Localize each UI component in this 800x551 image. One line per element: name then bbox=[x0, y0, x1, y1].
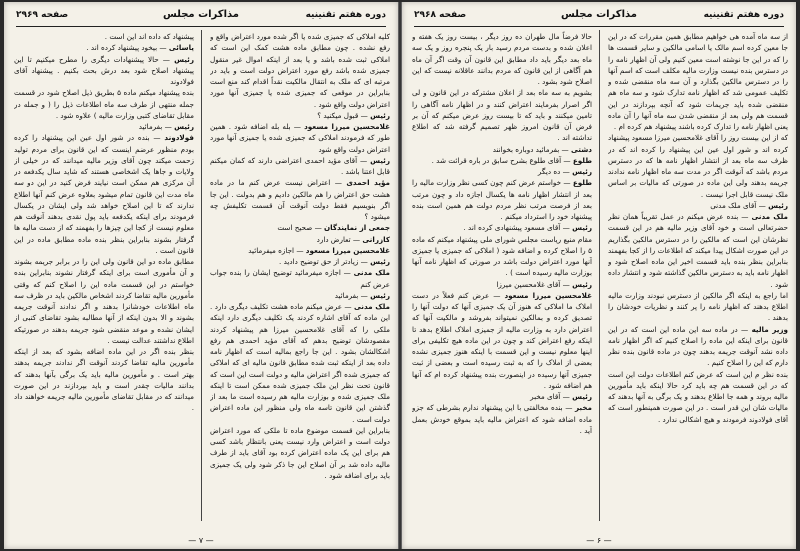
speaker-name: رئیس bbox=[572, 392, 592, 401]
paragraph-text: بنده پیشنهاد میکنم ماده ۵ بطریق ذیل اصلاح شود در قسمت جمله منتهی از طرف سه ماه اطلاعات ذیل را ( و جمله در مقابل تقاضای کتبی وزارت مالیه ) علاوه شود . bbox=[14, 88, 194, 120]
left-page bbox=[4, 2, 398, 549]
paragraph-text: کلیه املاکی که جمیزی شده یا اگر شده مورد اعتراض واقع و رفع نشده . چون مطابق ماده هشت کمک این است که املاکی ثبت شده باشد و یا بعد از اینکه اموال غیر منقول جمیزی شده باشد رفع مورد اعتراض دولت است و باید در مرتبه ای که ملک به انتقال مالکیت نقداً اقدام کند منع است بنابراین در موقعی که جمیزی شده یا جمیزی آنها مورد اعتراض دولت واقع شود . bbox=[210, 32, 390, 109]
paragraph: غلامحسین میرزا مسعود — عرض کنم فعلاً در دست املاک ما املاکی که هنوز آن یک جمیزی آنها که دولت آنها را تصدیق کرده و بمالکین نمیتواند بفروشد و مالکیت آنها که اعتراض دارد به وزارت مالیه از جمیزی املاک اطلاع بدهد تا اینکه رفع اعتراض کند و چون در این ماده هیچ تکلیفی برای اینها معلوم نیست و این قسمت با اینکه هنوز جمیزی نشده بعضی از املاک را که به ثبت رسیده است و بعضی از ثبت جمیزی آنها رسیده در اینصورت بنده پیشنهاد کرده ام که آنها هم اضافه شود . bbox=[412, 290, 592, 390]
paragraph bbox=[412, 87, 592, 143]
paragraph bbox=[608, 132, 788, 200]
speaker-name: رئیس bbox=[370, 257, 390, 266]
paragraph-text: بشویم به سه ماه بعد از اعلان مشترکه در این قانون و لی اگر اصرار بفرمایند اعتراض کنند و در اظهار نامه آگاهی را تامین میکنند و باید که تا بیست روز عرض میکنم که آن بر فرض آن قانون امروز ظهر تصمیم گرفته شد که اطلاع نداشته اند . bbox=[412, 88, 592, 143]
paragraph-text: بیخود پیشنهاد کرده اند . bbox=[86, 43, 158, 53]
paragraph: رئیس — آقای مسعود پیشنهادی کرده اند . bbox=[463, 223, 592, 233]
paragraph-text: بفرمائید bbox=[138, 122, 163, 131]
speaker-name: غلامحسین میرزا مسعود bbox=[304, 122, 390, 131]
speaker-name: جمعی از نمایندگان bbox=[324, 223, 390, 233]
left-page-number: صفحه ۲۹۶۹ bbox=[16, 10, 69, 20]
left-page-column-right bbox=[210, 31, 390, 525]
speaker-name: غلامحسین میرزا مسعود bbox=[504, 290, 592, 300]
paragraph-text: آقای مخبر bbox=[530, 392, 561, 401]
paragraph-text: بله بله اضافه شود . همین طور که فرمودند املاکی که جمیزی شده یا جمیزی آنها مورد اعتراض دولت واقع شود bbox=[210, 122, 390, 154]
paragraph bbox=[412, 31, 592, 87]
paragraph: رئیس — حالا پیشنهادات دیگری را مطرح میکنیم تا این پیشنهاد اصلاح شود بعد درش بحث بکنیم . پیشنهاد آقای فولادوند bbox=[14, 54, 194, 86]
paragraph-text: آقای طلوع بشرح سابق در باره قرائت شد . bbox=[431, 155, 562, 165]
paragraph: ملک مدنی — عرض میکنم ماده هشت تکلیف دیگری دارد . این ماده که آقای اشاره کردند یک تکلیف دیگری دارد اینکه ملکی را که آقای غلامحسین میرزا هم پیشنهاد کردند مقصودشان توضیح بدهم که آقای مؤید احمدی هم رفع اشکالشان بشود . این جا راجع بمالیه است که اظهار نامه داده بعد از اینکه ثبت شده مطابق قانون مالیه ای که املاکی که جمیزی شده اگر اعتراض مالیه و دولت است این است که قانون تحت نظر این ملک جمیزی شده ممکن است تا اینکه ملک جمیزی شده و بوزارت مالیه هم رسیده است ما بعد از گذشتن این قانون تاسه ماه ولی منظور این ماده اعتراض دولت است . bbox=[210, 302, 390, 424]
speaker-name: یاسائی bbox=[168, 43, 194, 53]
paragraph: رئیس — آقای ملک مدنی bbox=[710, 200, 788, 210]
paragraph-text: حالا فرضاً مال طهران ده روز دیگر ، بیست روز یک هفته و اعلان شده و بدست مردم رسید بار یک پنجره روز و یک سه ماه بعد دیگر باید داد مطابق این قانون آن وقت اگر آن ماه هم آگاهی از این قانون که مردم بدانند عاقلانه نیست که این اصلاح شود بشود . bbox=[412, 32, 592, 86]
left-page-header bbox=[16, 8, 386, 24]
speaker-name: رئیس bbox=[370, 290, 390, 300]
speaker-name: رئیس bbox=[768, 200, 788, 210]
speaker-name: کازرانی bbox=[362, 234, 390, 244]
paragraph-text: بنده عرض میکنم در عمل تقریباً همان نظر حضرتعالی است و خود آقای وزیر مالیه هم در این قسمت نظرشان این است که مالکین را در دسترس مالکین بگذاریم در این صورت اشکال پیدا میکند که اطلاعات را از کجا بفهمند بنابراین بنظر بنده باید قسمت اخیر این ماده اصلاح شود و اظهار نامه باید به دسترس مالکین گذاشته شود و انتشار داده شود . bbox=[608, 212, 788, 289]
paragraph-text: اما راجع به اینکه اگر مالکین از دسترس نبودند وزارت مالیه اطلاع بدهند که اظهار نامه را پر کنند و نظریات خودشان را بدهند . bbox=[608, 290, 788, 323]
paragraph-text: ده دیگر bbox=[537, 167, 561, 176]
paragraph: رئیس — ده دیگر bbox=[537, 167, 592, 176]
paragraph: رئیس — آقای غلامحسین میرزا bbox=[496, 279, 592, 289]
left-page-session: دوره هفتم تقنینیه bbox=[305, 10, 386, 20]
speaker-name: رئیس bbox=[174, 122, 194, 131]
paragraph-text: اجازه میفرمائید توضیح ایشان را بنده جواب عرض کنم bbox=[210, 268, 390, 289]
speaker-name: مخبر bbox=[574, 403, 592, 413]
paragraph-text: آقای ملک مدنی bbox=[710, 200, 757, 210]
paragraph bbox=[608, 290, 788, 324]
paragraph: وزیر مالیه — در ماده سه این ماده این است که در این قانون برای اینکه این ماده را اصلاح کنیم که اگر اظهار نامه داده نشد آنوقت جریمه بدهند چون در ماده قانون بنده نظر دارم که این را اصلاح کنیم . bbox=[608, 324, 788, 368]
speaker-name: رئیس bbox=[572, 279, 592, 289]
left-header-rule bbox=[16, 26, 386, 27]
paragraph bbox=[14, 346, 194, 414]
paragraph-text: مقام منیع ریاست مجلس شورای ملی پیشنهاد میکنم که ماده ۵ را اصلاح کرده و اضافه شود ( املاکی که جمیزی یا جمیزی آنها مورد اعتراض دولت باشد در صورتی که اظهار نامه آنها بوزارت مالیه رسیده است ) . bbox=[412, 234, 592, 278]
paragraph-text: که از این بیست روز را آقای غلامحسین میرزا مسعود پیشنهاد کرده اند و شور اول عین این پیشنهاد را کرده اند که در ظرف سه ماه بعد از انتشار اظهار نامه ها که در دسترس مردم باشد که آنوقت اگر در مدت سه ماه اظهار نامه ندادند جریمه بدهند ولی این ماده در صورتی که مالیات بر اساس ملک نیست قابل اجرا نیست . bbox=[608, 133, 788, 199]
speaker-name: مؤید احمدی bbox=[346, 178, 390, 188]
paragraph-text: عرض میکنم ماده هشت تکلیف دیگری دارد . این ماده که آقای اشاره کردند یک تکلیف دیگری دارد اینکه ملکی را که آقای غلامحسین میرزا هم پیشنهاد کردند مقصودشان توضیح بدهم که آقای مؤید احمدی هم رفع اشکالشان بشود . این جا راجع بمالیه است که اظهار نامه داده بعد از اینکه ثبت شده مطابق قانون مالیه ای که املاکی که جمیزی شده اگر اعتراض مالیه و دولت است این است که قانون تحت نظر این ملک جمیزی شده ممکن است تا اینکه ملک جمیزی شده و بوزارت مالیه هم رسیده است ما بعد از گذشتن این قانون تاسه ماه ولی منظور این ماده اعتراض دولت است . bbox=[210, 302, 390, 424]
paragraph-text: قبول میکنید ؟ bbox=[317, 110, 359, 120]
paragraph: جمعی از نمایندگان — صحیح است bbox=[277, 223, 390, 233]
paragraph: کازرانی — تعارض دارد bbox=[316, 234, 390, 244]
paragraph-text: از سه ماه آمده هی خواهیم مطابق همین مقررات که در این جا معین کرده اسم مالک یا اسامی مالکین و سایر قسمت ها را که در این جا نوشته است معین کنیم ولی آن اظهار نامه را در دسترس بنده نیست وزارت مالیه مکلف است که اسم آنها را در دسترس مالکین بگذارد و آن سه ماه منقضی شده و تکلیف عمومی شد که اظهار نامه تدارک شود و سه ماه هم منقضی شده باید جریمات شود که آنچه بپردازند در این قسمت هم ولی بعد از منقضی شدن سه ماه آنها را آن ماده یعنی اظهار نامه را تدارک کرده باشند پیشنهاد هم کرده ام . bbox=[608, 32, 788, 131]
paragraph bbox=[210, 31, 390, 110]
paragraph: رئیس — آقای مخبر bbox=[530, 392, 592, 401]
paragraph: طلوع — آقای طلوع بشرح سابق در باره قرائت شد . bbox=[431, 155, 592, 165]
speaker-name: رئیس bbox=[370, 110, 390, 120]
paragraph-text: بنابراین این قسمت موضوع ماده تا ملکی که مورد اعتراض دولت است و اعتراض وارد نیست یعنی بانتظار باشد کسی هم برای این یک ماده اعتراض کرده بود آقای باید از طرف مالیه داده شد بر آن اصلاح این جا ذکر شود ولی یک جمیزی باید برای اضافه شود . bbox=[210, 425, 390, 480]
paragraph: فولادوند — بنده در شور اول عین این پیشنهاد را کرده بودم منظور عرضم اینست که این قانون برای مردم تولید زحمت میکند چون آقای وزیر مالیه میدانند که در خیلی از ولایات و جاها یک اشخاصی هستند که شاید سال یکدفعه در آن مرکزی هم ممکن است نیایند فرض کنید در این دو سه ماه مدت این قانون تمام میشود بعلاوه عرض کنم آنها اطلاع ندارند که تا این اصلاح خواهد شد ولی ایشان در یکسال فرمودند برای اینکه یکدفعه باید پول نقدی بدهند آنوقت هم معلوم نیست از کجا این چیزها را بفهمند که از دست مالیه ها گرفتار بشوند بنابراین بنظر بنده ماده مطابق ماده در این قانون است . bbox=[14, 133, 194, 255]
right-page-footer: — ۶ — bbox=[586, 536, 612, 545]
paragraph bbox=[608, 369, 788, 425]
paragraph-text: زیادتر از حق توضیح دادید . bbox=[279, 257, 359, 266]
paragraph-text: اعتراض نیست عرض کنم ما در ماده هشت حق اعتراض را هم مالکین دادیم و هم بدولت . این جا اگر بنویسیم فقط دولت آنوقت آن قسمت تکلیفش چه میشود ؟ bbox=[210, 178, 390, 221]
paragraph bbox=[14, 256, 194, 346]
paragraph-text: بنظر بنده اگر در این ماده اضافه بشود که بعد از اینکه مأمورین مالیه تقاضا کردند آنوقت اگر ندادند جریمه بدهند بهتر است . و مأمورین مالیه باید یک برگی بآنها بدهند که بدانند مالیات چقدر است و باید بپردازند در این صورت میدانند که در مقابل تقاضای مأمورین مالیه جریمه خواهند داد . bbox=[14, 347, 194, 413]
left-page-footer: — ۷ — bbox=[188, 536, 214, 545]
right-header-rule bbox=[414, 26, 784, 27]
speaker-name: فولادوند bbox=[164, 133, 194, 143]
speaker-name: رئیس bbox=[572, 167, 592, 176]
paragraph: طلوع — خواستم عرض کنم چون کسی نظر وزارت مالیه را بعد از انتشار اظهار نامه ها یکسال اجازه داد و چون مرتب بعد از فرصت مرتب نظر مردم دولت هم همین است بنده پیشنهاد خود را استرداد میکنم . bbox=[412, 178, 592, 221]
right-page-session: دوره هفتم تقنینیه bbox=[703, 10, 784, 20]
paragraph-text: پیشنهاد که داده اند این است . bbox=[104, 32, 194, 41]
speaker-name: رئیس bbox=[572, 223, 592, 233]
right-column-divider bbox=[599, 30, 600, 521]
paragraph bbox=[14, 31, 194, 42]
paragraph: رئیس — بفرمائید bbox=[334, 290, 390, 300]
paragraph: غلامحسین میرزا مسعود — بله بله اضافه شود . همین طور که فرمودند املاکی که جمیزی شده یا جمیزی آنها مورد اعتراض دولت واقع شود bbox=[210, 122, 390, 154]
speaker-name: رئیس bbox=[174, 54, 194, 64]
paragraph: رئیس — زیادتر از حق توضیح دادید . bbox=[279, 257, 390, 266]
paragraph-text: اجازه میفرمائید bbox=[248, 245, 295, 255]
paragraph-text: حالا پیشنهادات دیگری را مطرح میکنیم تا این پیشنهاد اصلاح شود بعد درش بحث بکنیم . پیشنهاد آقای فولادوند bbox=[14, 54, 194, 86]
paragraph: دشتی — بفرمائید دوباره بخوانند bbox=[492, 144, 592, 154]
book-spread bbox=[4, 2, 796, 549]
paragraph: مخبر — بنده مخالفتی با این پیشنهاد ندارم بشرطی که جزو ماده اضافه شود که اعتراض مالیه باید بموقع خودش بعمل آید . bbox=[412, 403, 592, 435]
paragraph: رئیس — قبول میکنید ؟ bbox=[317, 110, 390, 120]
speaker-name: رئیس bbox=[370, 155, 390, 165]
paragraph-text: خواستم عرض کنم چون کسی نظر وزارت مالیه را بعد از انتشار اظهار نامه ها یکسال اجازه داد و چون مرتب بعد از فرصت مرتب نظر مردم دولت هم همین است بنده پیشنهاد خود را استرداد میکنم . bbox=[412, 178, 592, 221]
speaker-name: طلوع bbox=[572, 178, 592, 188]
speaker-name: ملک مدنی bbox=[353, 268, 390, 278]
paragraph-text: بنده نظر م این است که عرض کنم اطلاعات دولت این است که در این قسمت هم چه باید کرد حالا اینکه باید مأمورین مالیه بروند و همه جا اطلاع بدهند و یک برگی به آنها بدهند که مالیات شان این قدر است . در این صورت همینطور است که آقای فولادوند فرمودند و هیچ اشکالی ندارد . bbox=[608, 369, 788, 424]
left-column-divider bbox=[201, 30, 202, 521]
paragraph bbox=[608, 31, 788, 132]
right-page-column-right bbox=[608, 31, 788, 525]
paragraph: مؤید احمدی — اعتراض نیست عرض کنم ما در ماده هشت حق اعتراض را هم مالکین دادیم و هم بدولت . این جا اگر بنویسیم فقط دولت آنوقت آن قسمت تکلیفش چه میشود ؟ bbox=[210, 178, 390, 221]
paragraph-text: آقای مؤید احمدی اعتراضی دارند که کمان میکنم قابل اعتنا باشد . bbox=[210, 155, 390, 176]
speaker-name: غلامحسین میرزا مسعود bbox=[305, 245, 390, 255]
paragraph-text: بنده مخالفتی با این پیشنهاد ندارم بشرطی که جزو ماده اضافه شود که اعتراض مالیه باید بموقع خودش بعمل آید . bbox=[412, 403, 592, 435]
paragraph: یاسائی — بیخود پیشنهاد کرده اند . bbox=[86, 43, 194, 53]
paragraph: غلامحسین میرزا مسعود — اجازه میفرمائید bbox=[248, 245, 390, 255]
left-page-title: مذاکرات مجلس bbox=[162, 9, 239, 20]
speaker-name: ملک مدنی bbox=[751, 212, 788, 221]
paragraph: ملک مدنی — بنده عرض میکنم در عمل تقریباً همان نظر حضرتعالی است و خود آقای وزیر مالیه هم در این قسمت نظرشان این است که مالکین را در دسترس مالکین بگذاریم در این صورت اشکال پیدا میکند که اطلاعات را از کجا بفهمند بنابراین بنظر بنده باید قسمت اخیر این ماده اصلاح شود و اظهار نامه باید به دسترس مالکین گذاشته شود و انتشار داده شود . bbox=[608, 212, 788, 289]
paragraph: رئیس — بفرمائید bbox=[138, 122, 194, 131]
paragraph-text: بفرمائید bbox=[334, 290, 359, 300]
paragraph-text: آقای غلامحسین میرزا bbox=[496, 279, 561, 289]
right-page-column-left bbox=[412, 31, 592, 525]
paragraph-text: در ماده سه این ماده این است که در این قانون برای اینکه این ماده را اصلاح کنیم که اگر اظهار نامه داده نشد آنوقت جریمه بدهند چون در ماده قانون بنده نظر دارم که این را اصلاح کنیم . bbox=[608, 324, 788, 368]
paragraph-text: صحیح است bbox=[277, 223, 313, 233]
right-page-header bbox=[414, 8, 784, 24]
paragraph: ملک مدنی — اجازه میفرمائید توضیح ایشان را بنده جواب عرض کنم bbox=[210, 268, 390, 289]
speaker-name: وزیر مالیه bbox=[751, 324, 788, 334]
paragraph: رئیس — آقای مؤید احمدی اعتراضی دارند که کمان میکنم قابل اعتنا باشد . bbox=[210, 155, 390, 176]
speaker-name: دشتی bbox=[571, 144, 592, 154]
speaker-name: ملک مدنی bbox=[354, 302, 390, 311]
paragraph-text: بنده در شور اول عین این پیشنهاد را کرده بودم منظور عرضم اینست که این قانون برای مردم تولید زحمت میکند چون آقای وزیر مالیه میدانند که در خیلی از ولایات و جاها یک اشخاصی هستند که شاید سال یکدفعه در آن مرکزی هم ممکن است نیایند فرض کنید در این دو سه ماه مدت این قانون تمام میشود بعلاوه عرض کنم آنها اطلاع ندارند که تا این اصلاح خواهد شد ولی ایشان در یکسال فرمودند برای اینکه یکدفعه باید پول نقدی بدهند آنوقت هم معلوم نیست از کجا این چیزها را بفهمند که از دست مالیه ها گرفتار بشوند بنابراین بنظر بنده ماده مطابق ماده در این قانون است . bbox=[14, 133, 194, 255]
right-page bbox=[402, 2, 796, 549]
paragraph bbox=[14, 87, 194, 121]
left-page-column-left bbox=[14, 31, 194, 525]
paragraph-text: عرض کنم فعلاً در دست املاک ما املاکی که هنوز آن یک جمیزی آنها که دولت آنها را تصدیق کرده و بمالکین نمیتواند بفروشد و مالکیت آنها که اعتراض دارد به وزارت مالیه از جمیزی املاک اطلاع بدهد تا اینکه رفع اعتراض کند و چون در این ماده هیچ تکلیفی برای اینها معلوم نیست و این قسمت با اینکه هنوز جمیزی نشده بعضی از املاک را که به ثبت رسیده است و بعضی از ثبت جمیزی آنها رسیده در اینصورت بنده پیشنهاد کرده ام که آنها هم اضافه شود . bbox=[412, 290, 592, 390]
paragraph bbox=[412, 234, 592, 279]
right-page-number: صفحه ۲۹۶۸ bbox=[414, 10, 467, 20]
right-page-title: مذاکرات مجلس bbox=[560, 9, 637, 20]
paragraph-text: آقای مسعود پیشنهادی کرده اند . bbox=[463, 223, 561, 233]
speaker-name: طلوع bbox=[572, 155, 592, 165]
paragraph-text: بفرمائید دوباره بخوانند bbox=[492, 144, 560, 154]
paragraph-text: مطابق ماده دو این قانون ولی این را در برابر جریمه بشوند و آن مأموری است برای اینکه گرفتار نشوند بنابراین بنده خواستم در این قسمت ماده این را اصلاح کنم که وقتی مأمورین مالیه تقاضا کردند اشخاص مالکین باید در ظرف سه ماه اطلاعات خودشانرا بدهند و اگر ندادند آنوقت جریمه بشوند و الا بدون اینکه از آنها مطالبه بشود تقاضای کتبی از ایشان نشده و موعد منقضی شود جریمه بدهند در صورتیکه اطلاع نداشتند عدالت نیست . bbox=[14, 257, 194, 345]
paragraph bbox=[210, 425, 390, 481]
paragraph-text: تعارض دارد bbox=[316, 234, 351, 244]
